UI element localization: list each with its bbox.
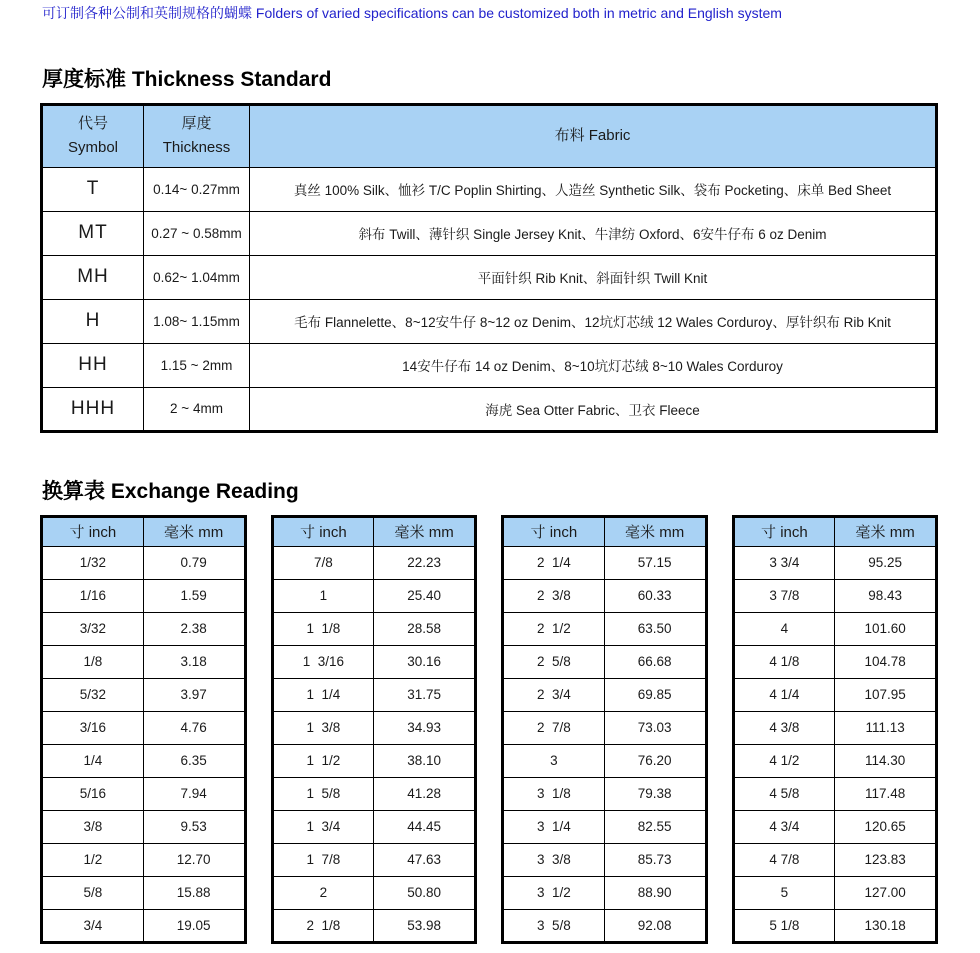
exchange-cell-inch: 3 3/8 (503, 843, 605, 876)
thickness-table-body (42, 167, 937, 431)
exchange-row (42, 711, 246, 744)
exchange-row (42, 843, 246, 876)
exchange-cell-inch: 1 3/4 (272, 810, 374, 843)
exchange-col-inch: 寸 inch (503, 516, 605, 546)
exchange-cell-mm: 50.80 (374, 876, 476, 909)
thickness-cell-thickness: 0.62~ 1.04mm (144, 255, 250, 299)
top-note: 可订制各种公制和英制规格的蝴蝶 Folders of varied specifications can be customized both in metric and English system (42, 5, 782, 21)
exchange-row (503, 678, 707, 711)
exchange-col-inch: 寸 inch (272, 516, 374, 546)
exchange-cell-inch: 2 3/8 (503, 579, 605, 612)
exchange-table-body (503, 546, 707, 942)
exchange-row (42, 645, 246, 678)
exchange-cell-mm: 130.18 (835, 909, 937, 942)
exchange-cell-mm: 25.40 (374, 579, 476, 612)
exchange-cell-inch: 1 1/2 (272, 744, 374, 777)
exchange-col-inch: 寸 inch (733, 516, 835, 546)
thickness-row (42, 211, 937, 255)
exchange-section-title: 换算表 Exchange Reading (42, 479, 299, 503)
exchange-cell-inch: 5/16 (42, 777, 144, 810)
thickness-cell-symbol: HH (42, 343, 144, 387)
exchange-cell-mm: 34.93 (374, 711, 476, 744)
exchange-cell-inch: 2 5/8 (503, 645, 605, 678)
exchange-cell-inch: 1 1/8 (272, 612, 374, 645)
exchange-row (503, 810, 707, 843)
exchange-row (272, 810, 476, 843)
thickness-cell-fabric: 14安牛仔布 14 oz Denim、8~10坑灯芯绒 8~10 Wales Corduroy (250, 343, 937, 387)
exchange-header-row (733, 516, 937, 546)
thickness-cell-symbol: MH (42, 255, 144, 299)
exchange-cell-mm: 47.63 (374, 843, 476, 876)
exchange-cell-mm: 53.98 (374, 909, 476, 942)
exchange-cell-inch: 4 5/8 (733, 777, 835, 810)
exchange-cell-mm: 1.59 (143, 579, 245, 612)
thickness-cell-thickness: 1.08~ 1.15mm (144, 299, 250, 343)
thickness-cell-thickness: 0.27 ~ 0.58mm (144, 211, 250, 255)
exchange-cell-inch: 1 (272, 579, 374, 612)
exchange-cell-inch: 5/32 (42, 678, 144, 711)
exchange-row (733, 744, 937, 777)
exchange-cell-inch: 1/16 (42, 579, 144, 612)
exchange-row (42, 612, 246, 645)
thickness-col-fabric: 布料 Fabric (250, 104, 937, 167)
exchange-cell-mm: 3.97 (143, 678, 245, 711)
exchange-row (503, 777, 707, 810)
exchange-cell-mm: 31.75 (374, 678, 476, 711)
thickness-cell-symbol: H (42, 299, 144, 343)
exchange-cell-mm: 111.13 (835, 711, 937, 744)
exchange-cell-inch: 3 1/8 (503, 777, 605, 810)
exchange-col-mm: 毫米 mm (604, 516, 706, 546)
exchange-cell-inch: 4 3/8 (733, 711, 835, 744)
exchange-cell-mm: 88.90 (604, 876, 706, 909)
exchange-row (503, 909, 707, 942)
thickness-cell-symbol: HHH (42, 387, 144, 431)
exchange-cell-mm: 127.00 (835, 876, 937, 909)
col-thickness-en: Thickness (162, 139, 231, 157)
exchange-cell-mm: 0.79 (143, 546, 245, 579)
exchange-cell-mm: 2.38 (143, 612, 245, 645)
exchange-row (272, 678, 476, 711)
exchange-row (272, 909, 476, 942)
exchange-table-3 (501, 515, 708, 944)
exchange-cell-mm: 12.70 (143, 843, 245, 876)
exchange-cell-mm: 123.83 (835, 843, 937, 876)
exchange-row (503, 579, 707, 612)
exchange-row (733, 579, 937, 612)
exchange-cell-inch: 4 1/2 (733, 744, 835, 777)
exchange-cell-mm: 22.23 (374, 546, 476, 579)
exchange-row (503, 876, 707, 909)
exchange-header-row (42, 516, 246, 546)
exchange-row (733, 711, 937, 744)
thickness-table (40, 103, 938, 433)
exchange-cell-mm: 19.05 (143, 909, 245, 942)
thickness-row (42, 387, 937, 431)
exchange-cell-inch: 5 (733, 876, 835, 909)
thickness-section-title: 厚度标准 Thickness Standard (42, 67, 332, 91)
thickness-cell-fabric: 毛布 Flannelette、8~12安牛仔 8~12 oz Denim、12坑灯芯绒 12 Wales Corduroy、厚针织布 Rib Knit (250, 299, 937, 343)
exchange-cell-inch: 3 (503, 744, 605, 777)
exchange-cell-mm: 4.76 (143, 711, 245, 744)
exchange-cell-inch: 3 1/2 (503, 876, 605, 909)
exchange-cell-inch: 2 7/8 (503, 711, 605, 744)
exchange-row (272, 546, 476, 579)
exchange-cell-mm: 15.88 (143, 876, 245, 909)
thickness-cell-fabric: 海虎 Sea Otter Fabric、卫衣 Fleece (250, 387, 937, 431)
exchange-cell-mm: 69.85 (604, 678, 706, 711)
exchange-row (42, 546, 246, 579)
exchange-cell-inch: 3/16 (42, 711, 144, 744)
exchange-row (272, 777, 476, 810)
thickness-cell-fabric: 真丝 100% Silk、恤衫 T/C Poplin Shirting、人造丝 Synthetic Silk、袋布 Pocketing、床单 Bed Sheet (250, 167, 937, 211)
exchange-table-2 (271, 515, 478, 944)
exchange-cell-mm: 28.58 (374, 612, 476, 645)
thickness-cell-thickness: 0.14~ 0.27mm (144, 167, 250, 211)
exchange-cell-inch: 4 (733, 612, 835, 645)
exchange-tables-row (40, 515, 940, 944)
exchange-row (733, 612, 937, 645)
exchange-row (42, 810, 246, 843)
exchange-row (272, 744, 476, 777)
exchange-cell-inch: 3/8 (42, 810, 144, 843)
exchange-cell-inch: 2 1/8 (272, 909, 374, 942)
exchange-cell-inch: 1/8 (42, 645, 144, 678)
thickness-cell-thickness: 1.15 ~ 2mm (144, 343, 250, 387)
exchange-table-body (42, 546, 246, 942)
exchange-row (272, 612, 476, 645)
exchange-cell-mm: 107.95 (835, 678, 937, 711)
exchange-cell-inch: 1 3/16 (272, 645, 374, 678)
exchange-row (503, 546, 707, 579)
exchange-cell-inch: 1/2 (42, 843, 144, 876)
exchange-cell-mm: 73.03 (604, 711, 706, 744)
exchange-cell-inch: 4 3/4 (733, 810, 835, 843)
exchange-row (503, 645, 707, 678)
exchange-row (42, 876, 246, 909)
exchange-table-body (272, 546, 476, 942)
exchange-cell-mm: 114.30 (835, 744, 937, 777)
thickness-col-symbol (42, 104, 144, 167)
exchange-row (733, 777, 937, 810)
exchange-cell-mm: 104.78 (835, 645, 937, 678)
exchange-cell-mm: 85.73 (604, 843, 706, 876)
exchange-cell-mm: 120.65 (835, 810, 937, 843)
thickness-row (42, 167, 937, 211)
exchange-cell-mm: 7.94 (143, 777, 245, 810)
exchange-cell-inch: 5/8 (42, 876, 144, 909)
exchange-row (42, 909, 246, 942)
thickness-row (42, 255, 937, 299)
exchange-cell-mm: 6.35 (143, 744, 245, 777)
exchange-col-mm: 毫米 mm (374, 516, 476, 546)
exchange-cell-mm: 44.45 (374, 810, 476, 843)
exchange-cell-inch: 4 7/8 (733, 843, 835, 876)
exchange-col-mm: 毫米 mm (143, 516, 245, 546)
exchange-row (42, 744, 246, 777)
exchange-cell-inch: 3/4 (42, 909, 144, 942)
thickness-cell-fabric: 平面针织 Rib Knit、斜面针织 Twill Knit (250, 255, 937, 299)
thickness-row (42, 299, 937, 343)
exchange-table-4 (732, 515, 939, 944)
exchange-cell-inch: 2 1/4 (503, 546, 605, 579)
thickness-row (42, 343, 937, 387)
col-symbol-zh: 代号 (77, 115, 108, 133)
exchange-cell-inch: 1 3/8 (272, 711, 374, 744)
exchange-cell-mm: 41.28 (374, 777, 476, 810)
exchange-cell-mm: 95.25 (835, 546, 937, 579)
exchange-row (733, 909, 937, 942)
exchange-row (503, 612, 707, 645)
thickness-cell-thickness: 2 ~ 4mm (144, 387, 250, 431)
exchange-cell-inch: 3 1/4 (503, 810, 605, 843)
exchange-row (733, 876, 937, 909)
exchange-cell-mm: 66.68 (604, 645, 706, 678)
exchange-table-body (733, 546, 937, 942)
exchange-cell-inch: 2 1/2 (503, 612, 605, 645)
exchange-row (733, 546, 937, 579)
exchange-cell-mm: 57.15 (604, 546, 706, 579)
thickness-col-thickness (144, 104, 250, 167)
exchange-row (733, 678, 937, 711)
exchange-row (272, 843, 476, 876)
exchange-row (272, 876, 476, 909)
thickness-cell-symbol: T (42, 167, 144, 211)
exchange-row (272, 579, 476, 612)
exchange-row (733, 810, 937, 843)
exchange-cell-inch: 1/32 (42, 546, 144, 579)
exchange-cell-mm: 30.16 (374, 645, 476, 678)
exchange-cell-inch: 1 1/4 (272, 678, 374, 711)
exchange-cell-inch: 3 7/8 (733, 579, 835, 612)
exchange-cell-mm: 79.38 (604, 777, 706, 810)
exchange-cell-mm: 3.18 (143, 645, 245, 678)
thickness-cell-symbol: MT (42, 211, 144, 255)
exchange-row (42, 579, 246, 612)
exchange-cell-inch: 7/8 (272, 546, 374, 579)
exchange-cell-inch: 3 5/8 (503, 909, 605, 942)
exchange-cell-inch: 2 3/4 (503, 678, 605, 711)
exchange-header-row (272, 516, 476, 546)
exchange-cell-mm: 60.33 (604, 579, 706, 612)
exchange-cell-mm: 101.60 (835, 612, 937, 645)
exchange-row (733, 645, 937, 678)
exchange-cell-inch: 4 1/8 (733, 645, 835, 678)
exchange-cell-inch: 2 (272, 876, 374, 909)
exchange-cell-inch: 5 1/8 (733, 909, 835, 942)
exchange-col-inch: 寸 inch (42, 516, 144, 546)
thickness-header-row (42, 104, 937, 167)
exchange-cell-inch: 4 1/4 (733, 678, 835, 711)
exchange-col-mm: 毫米 mm (835, 516, 937, 546)
exchange-row (42, 777, 246, 810)
exchange-row (503, 843, 707, 876)
exchange-cell-mm: 98.43 (835, 579, 937, 612)
exchange-cell-inch: 1 5/8 (272, 777, 374, 810)
exchange-row (272, 645, 476, 678)
exchange-row (733, 843, 937, 876)
exchange-cell-mm: 38.10 (374, 744, 476, 777)
exchange-cell-mm: 63.50 (604, 612, 706, 645)
exchange-header-row (503, 516, 707, 546)
exchange-table-1 (40, 515, 247, 944)
exchange-cell-mm: 76.20 (604, 744, 706, 777)
exchange-row (503, 744, 707, 777)
exchange-row (272, 711, 476, 744)
exchange-cell-inch: 1/4 (42, 744, 144, 777)
exchange-cell-inch: 3/32 (42, 612, 144, 645)
exchange-cell-mm: 117.48 (835, 777, 937, 810)
exchange-cell-mm: 9.53 (143, 810, 245, 843)
thickness-cell-fabric: 斜布 Twill、薄针织 Single Jersey Knit、牛津纺 Oxford、6安牛仔布 6 oz Denim (250, 211, 937, 255)
exchange-cell-mm: 82.55 (604, 810, 706, 843)
col-thickness-zh: 厚度 (181, 115, 212, 133)
exchange-cell-inch: 1 7/8 (272, 843, 374, 876)
exchange-cell-mm: 92.08 (604, 909, 706, 942)
exchange-row (503, 711, 707, 744)
col-symbol-en: Symbol (67, 139, 119, 157)
exchange-row (42, 678, 246, 711)
exchange-cell-inch: 3 3/4 (733, 546, 835, 579)
